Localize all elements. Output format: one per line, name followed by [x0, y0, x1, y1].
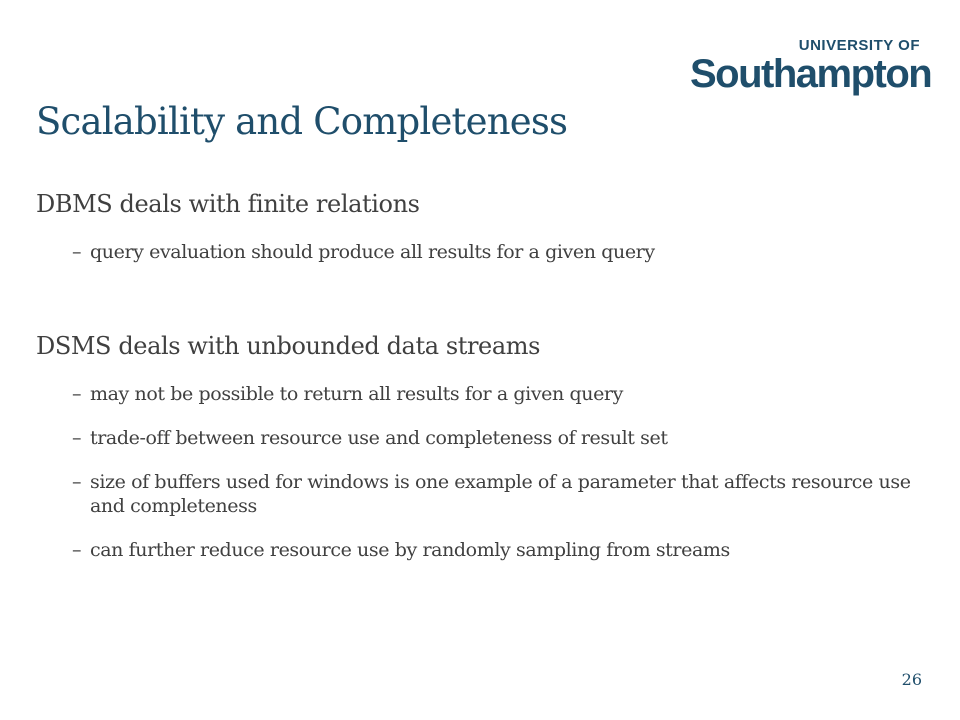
dash-marker: –	[72, 241, 82, 263]
slide-title: Scalability and Completeness	[36, 100, 568, 143]
sub-bullet-text: trade-off between resource use and completeness of result set	[90, 427, 668, 449]
sub-bullet-item	[36, 382, 916, 406]
page-number: 26	[901, 670, 922, 689]
sub-bullet-text: can further reduce resource use by randomly sampling from streams	[90, 539, 730, 561]
sub-bullet-item	[36, 426, 916, 450]
section-heading: DBMS deals with finite relations	[36, 190, 420, 218]
dash-marker: –	[72, 539, 82, 561]
dash-marker: –	[72, 471, 82, 493]
section-dbms	[36, 188, 916, 264]
logo-line-university-of: UNIVERSITY OF	[798, 37, 920, 54]
sub-bullet-text: query evaluation should produce all results for a given query	[90, 241, 655, 263]
sub-bullet-item	[36, 538, 916, 562]
section-heading: DSMS deals with unbounded data streams	[36, 332, 541, 360]
dash-marker: –	[72, 383, 82, 405]
sub-bullet-item	[36, 240, 916, 264]
logo-line-southampton: Southampton	[690, 52, 932, 96]
sub-bullet-list	[36, 240, 916, 264]
dash-marker: –	[72, 427, 82, 449]
sub-bullet-text: may not be possible to return all results for a given query	[90, 383, 623, 405]
sub-bullet-item	[36, 470, 916, 518]
sub-bullet-list	[36, 382, 916, 562]
sub-bullet-text: size of buffers used for windows is one example of a parameter that affects resource use and completeness	[90, 471, 911, 517]
university-logo	[690, 37, 932, 96]
section-dsms	[36, 330, 916, 562]
slide-body	[36, 188, 916, 582]
